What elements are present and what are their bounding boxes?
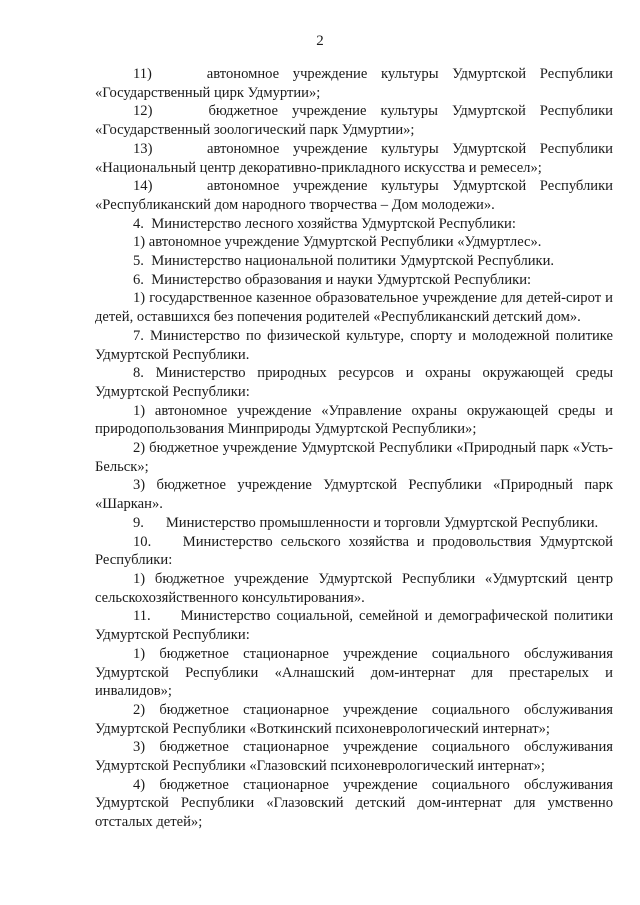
paragraph-ministry-11-item-4: 4) бюджетное стационарное учреждение социального обслуживания Удмуртской Республики «Глазовский детский дом-интернат для умственно отсталых детей»; bbox=[95, 776, 613, 831]
paragraph-ministry-6-item-1: 1) государственное казенное образовательное учреждение для детей-сирот и детей, оставшихся без попечения родителей «Республиканский детский дом». bbox=[95, 290, 613, 326]
paragraph-item-12: 12) бюджетное учреждение культуры Удмуртской Республики «Государственный зоологический парк Удмуртии»; bbox=[95, 103, 613, 139]
paragraph-ministry-10: 10. Министерство сельского хозяйства и продовольствия Удмуртской Республики: bbox=[95, 533, 613, 569]
paragraph-ministry-8-item-3: 3) бюджетное учреждение Удмуртской Республики «Природный парк «Шаркан». bbox=[95, 477, 613, 513]
paragraph-ministry-7: 7. Министерство по физической культуре, спорту и молодежной политике Удмуртской Республики. bbox=[95, 327, 613, 363]
paragraph-ministry-11-item-1: 1) бюджетное стационарное учреждение социального обслуживания Удмуртской Республики «Алнашский дом-интернат для престарелых и инвалидов»; bbox=[95, 645, 613, 700]
paragraph-ministry-11-item-3: 3) бюджетное стационарное учреждение социального обслуживания Удмуртской Республики «Глазовский психоневрологический интернат»; bbox=[95, 739, 613, 775]
paragraph-ministry-11-item-2: 2) бюджетное стационарное учреждение социального обслуживания Удмуртской Республики «Воткинский психоневрологический интернат»; bbox=[95, 701, 613, 737]
paragraph-ministry-10-item-1: 1) бюджетное учреждение Удмуртской Республики «Удмуртский центр сельскохозяйственного консультирования». bbox=[95, 570, 613, 606]
page-number: 2 bbox=[316, 33, 324, 49]
paragraph-ministry-9: 9. Министерство промышленности и торговли Удмуртской Республики. bbox=[133, 514, 599, 531]
paragraph-ministry-8: 8. Министерство природных ресурсов и охраны окружающей среды Удмуртской Республики: bbox=[95, 365, 613, 400]
document-body bbox=[95, 65, 613, 832]
paragraph-item-13: 13) автономное учреждение культуры Удмуртской Республики «Национальный центр декоративно-прикладного искусства и ремесел»; bbox=[95, 140, 613, 176]
paragraph-ministry-4-item-1: 1) автономное учреждение Удмуртской Республики «Удмуртлес». bbox=[133, 234, 542, 251]
paragraph-item-14: 14) автономное учреждение культуры Удмуртской Республики «Республиканский дом народного творчества – Дом молодежи». bbox=[95, 178, 613, 213]
paragraph-ministry-5: 5. Министерство национальной политики Удмуртской Республики. bbox=[133, 253, 555, 270]
paragraph-ministry-4: 4. Министерство лесного хозяйства Удмуртской Республики: bbox=[133, 215, 516, 232]
paragraph-ministry-11: 11. Министерство социальной, семейной и демографической политики Удмуртской Республики: bbox=[95, 608, 613, 644]
paragraph-item-11: 11) автономное учреждение культуры Удмуртской Республики «Государственный цирк Удмуртии»; bbox=[95, 66, 613, 101]
paragraph-ministry-8-item-1: 1) автономное учреждение «Управление охраны окружающей среды и природопользования Минприроды Удмуртской Республики»; bbox=[95, 402, 613, 438]
paragraph-ministry-8-item-2: 2) бюджетное учреждение Удмуртской Республики «Природный парк «Усть-Бельск»; bbox=[95, 440, 613, 475]
paragraph-ministry-6: 6. Министерство образования и науки Удмуртской Республики: bbox=[133, 271, 532, 288]
